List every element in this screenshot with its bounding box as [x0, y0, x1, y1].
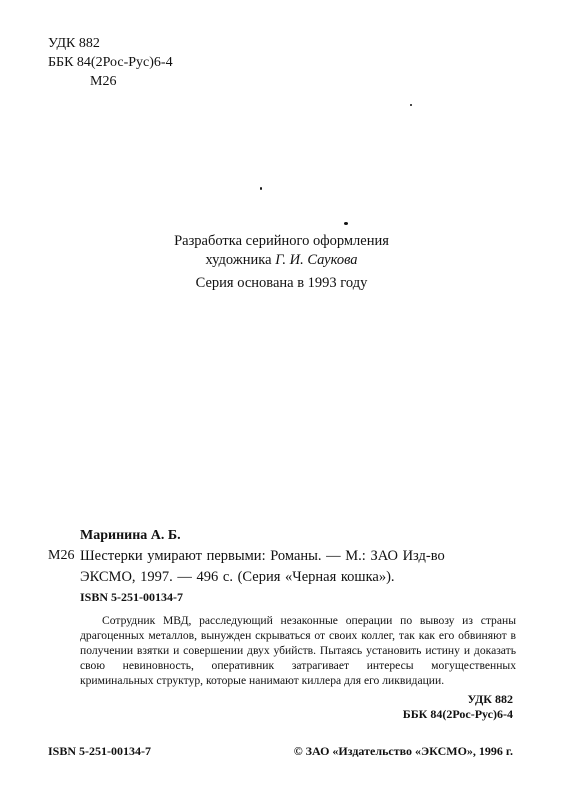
series-design-line: Разработка серийного оформления	[174, 233, 389, 249]
speck-mark	[410, 104, 412, 106]
copyright-notice: © ЗАО «Издательство «ЭКСМО», 1996 г.	[293, 744, 513, 758]
catalog-author: Маринина А. Б.	[80, 528, 181, 543]
biblio-line: Шестерки умирают первыми: Романы. — М.: ЗАО Изд-во	[80, 548, 445, 564]
bbk-code: ББК 84(2Рос-Рус)6-4	[402, 707, 513, 721]
bibliographic-description	[80, 546, 445, 588]
udk-code: УДК 882	[48, 36, 100, 51]
artist-prefix: художника	[205, 252, 272, 268]
biblio-line: ЭКСМО, 1997. — 496 с. (Серия «Черная кошка»).	[80, 569, 395, 585]
classification-block-top	[48, 34, 173, 91]
series-founded: Серия основана в 1993 году	[195, 275, 368, 291]
artist-name: Г. И. Саукова	[275, 252, 358, 268]
speck-mark	[344, 222, 348, 225]
book-annotation: Сотрудник МВД, расследующий незаконные операции по вывозу из страны драгоценных металлов, вынужден скрываться от своих коллег, так как его обвиняют в получении взятки и совершении двух убийств. Пытаясь установить истину и доказать свою невиновность, оперативник затрагивает интересы могущественных криминальных структур, которые нанимают киллера для его ликвидации.	[80, 614, 516, 687]
series-design-credit	[0, 232, 563, 270]
bbk-code: ББК 84(2Рос-Рус)6-4	[48, 55, 173, 70]
footer-isbn: ISBN 5-251-00134-7	[48, 744, 152, 758]
author-mark: М26	[90, 74, 117, 89]
series-artist-line	[0, 251, 563, 270]
speck-mark	[260, 187, 262, 190]
udk-code: УДК 882	[467, 692, 513, 706]
classification-block-bottom	[403, 692, 513, 722]
catalog-author-mark: М26	[48, 548, 75, 563]
catalog-isbn: ISBN 5-251-00134-7	[80, 590, 184, 604]
